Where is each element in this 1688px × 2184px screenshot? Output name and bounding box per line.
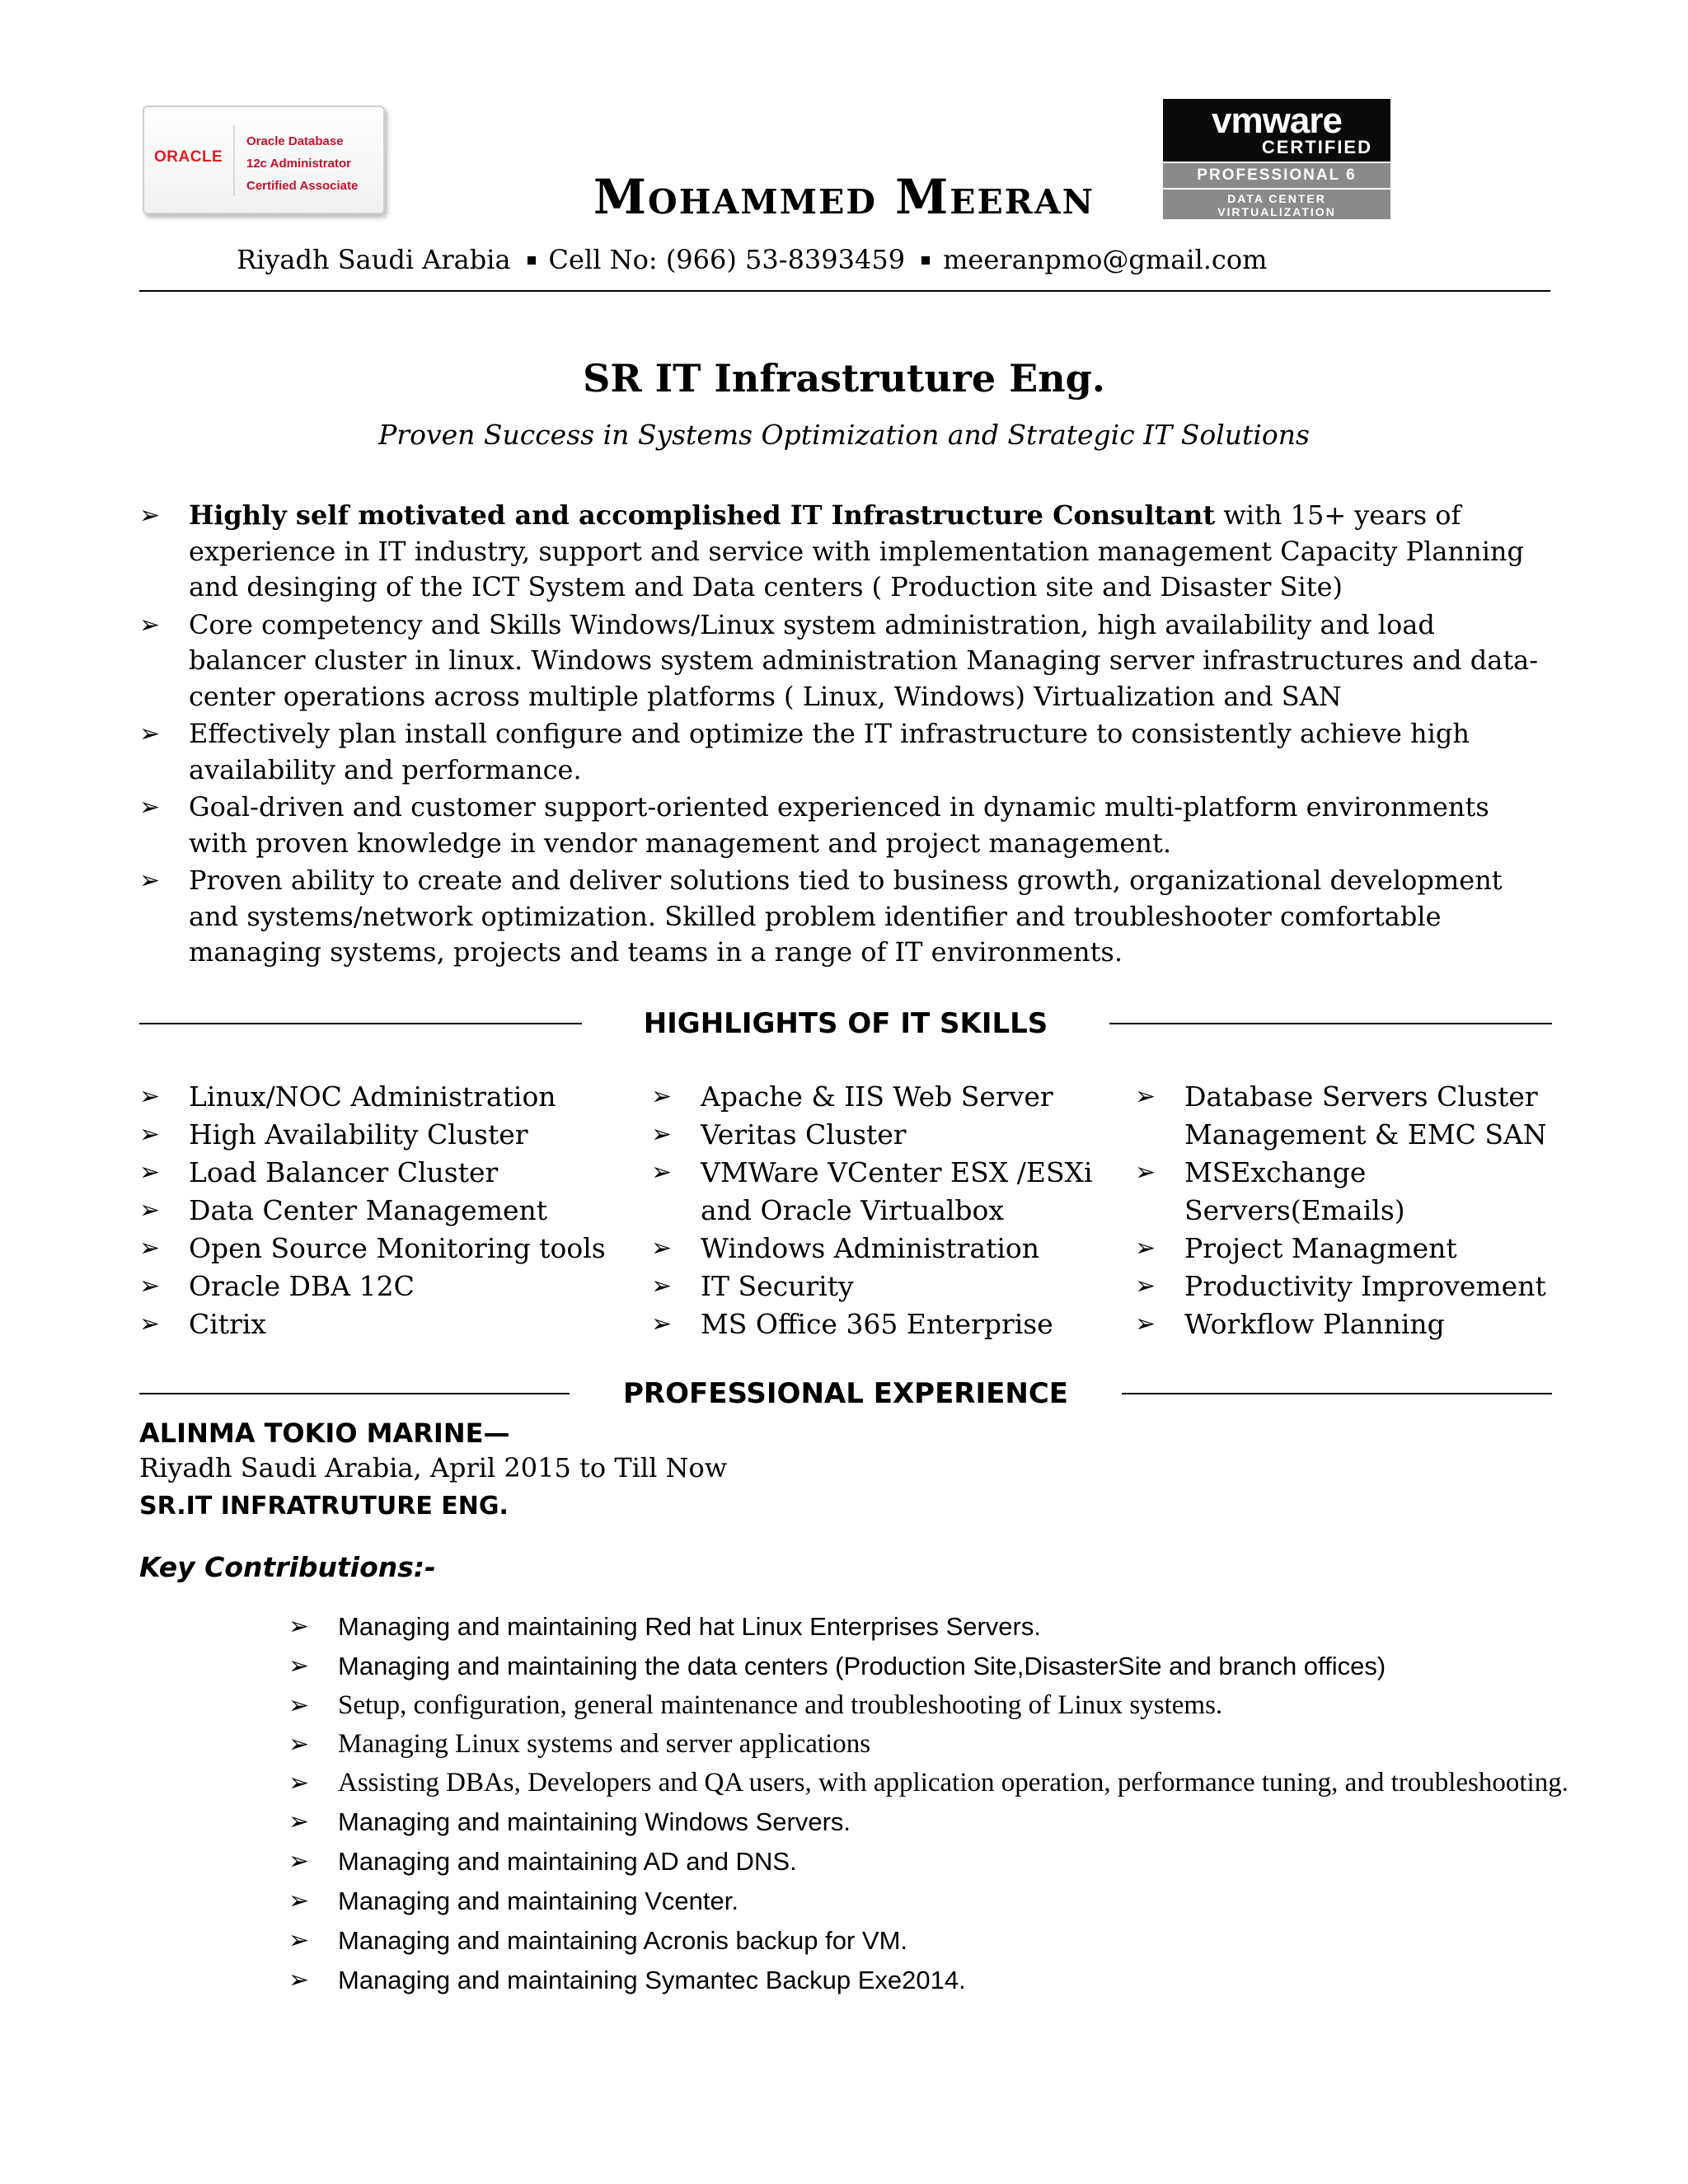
list-item [288,1688,1574,1723]
skill-label: Veritas Cluster [701,1118,907,1151]
arrow-bullet-icon: ➢ [139,501,161,530]
arrow-bullet-icon: ➢ [139,1120,161,1149]
summary-text: Proven ability to create and deliver solutions tied to business growth, organizational development and systems/network optimization. Skilled problem identifier and troubleshooter comfortable managing systems, projects and teams in a range of IT environments. [189,865,1503,968]
arrow-bullet-icon: ➢ [139,1310,161,1338]
skill-label: Apache & IIS Web Server [701,1080,1053,1113]
arrow-bullet-icon: ➢ [651,1234,673,1263]
skill-label: Productivity Improvement [1184,1270,1546,1302]
contributions-list [288,1609,1574,2002]
arrow-bullet-icon: ➢ [288,1847,310,1876]
list-item [1135,1078,1572,1154]
contribution-text: Managing and maintaining Symantec Backup Exe2014. [338,1966,966,1994]
skill-label: VMWare VCenter ESX /ESXi and Oracle Virtualbox [701,1156,1093,1226]
contribution-text: Setup, configuration, general maintenance and troubleshooting of Linux systems. [338,1690,1223,1720]
vmware-level: PROFESSIONAL 6 [1163,166,1390,190]
list-item [1135,1154,1572,1230]
list-item [139,1154,650,1192]
arrow-bullet-icon: ➢ [1135,1310,1156,1338]
arrow-bullet-icon: ➢ [288,1691,310,1720]
section-rule-right [1122,1393,1552,1394]
resume-title: SR IT Infrastruture Eng. [583,356,1105,401]
list-item [651,1116,1113,1154]
list-item [651,1305,1113,1343]
list-item [139,1230,650,1268]
arrow-bullet-icon: ➢ [651,1082,673,1111]
arrow-bullet-icon: ➢ [139,1196,161,1225]
section-rule-right [1109,1023,1552,1024]
arrow-bullet-icon: ➢ [139,1272,161,1301]
list-item [288,1609,1574,1645]
summary-bold: Highly self motivated and accomplished IT Infrastructure Consultant [189,499,1216,531]
company-name: ALINMA TOKIO MARINE— [139,1418,510,1449]
vmware-certified-label: CERTIFIED [1261,137,1372,157]
skill-label: Linux/NOC Administration [189,1080,556,1113]
skill-label: Load Balancer Cluster [189,1156,499,1188]
key-contributions-label: Key Contributions:- [139,1551,436,1583]
list-item [139,607,1549,715]
list-item [288,1648,1574,1685]
separator-square [921,256,930,265]
oracle-logo: ORACLE [154,148,223,166]
list-item [288,1883,1574,1919]
arrow-bullet-icon: ➢ [288,1769,310,1797]
vmware-track-line: VIRTUALIZATION [1217,205,1336,218]
arrow-bullet-icon: ➢ [288,1926,310,1955]
section-rule-left [139,1023,582,1024]
section-rule-left [139,1393,570,1394]
experience-heading: PROFESSIONAL EXPERIENCE [623,1377,1068,1410]
list-item [139,1305,650,1343]
list-item [651,1268,1113,1305]
arrow-bullet-icon: ➢ [651,1310,673,1338]
arrow-bullet-icon: ➢ [139,793,161,822]
arrow-bullet-icon: ➢ [288,1652,310,1680]
arrow-bullet-icon: ➢ [651,1120,673,1149]
resume-tagline: Proven Success in Systems Optimization and Strategic IT Solutions [378,419,1310,451]
contribution-text: Managing and maintaining Vcenter. [338,1886,738,1915]
contribution-text: Managing and maintaining AD and DNS. [338,1847,797,1876]
contact-phone: Cell No: (966) 53-8393459 [548,244,906,275]
header-rule [139,290,1550,292]
contribution-text: Managing Linux systems and server applications [338,1729,871,1759]
vmware-logo: vmware [1212,101,1342,141]
separator-square [528,256,536,265]
contact-email[interactable]: meeranpmo@gmail.com [943,244,1268,275]
arrow-bullet-icon: ➢ [651,1272,673,1301]
arrow-bullet-icon: ➢ [139,1158,161,1187]
list-item [139,1268,650,1305]
arrow-bullet-icon: ➢ [651,1158,673,1187]
arrow-bullet-icon: ➢ [139,1082,161,1111]
vmware-track-line: DATA CENTER [1227,192,1326,205]
list-item [651,1154,1113,1230]
list-item [139,716,1549,788]
list-item [139,1116,650,1154]
list-item [139,1078,650,1116]
arrow-bullet-icon: ➢ [288,1966,310,1994]
oracle-cert-line: 12c Administrator [246,157,351,171]
contribution-text: Managing and maintaining Windows Servers. [338,1807,851,1836]
arrow-bullet-icon: ➢ [1135,1082,1156,1111]
list-item [1135,1268,1572,1305]
skill-label: Citrix [189,1308,267,1340]
vmware-badge-top [1163,99,1390,162]
skills-heading: HIGHLIGHTS OF IT SKILLS [643,1007,1048,1040]
contribution-text: Managing and maintaining the data centers (Production Site,DisasterSite and branch offices) [338,1652,1386,1680]
skill-label: Data Center Management [189,1194,548,1226]
list-item [288,1765,1574,1801]
oracle-cert-line: Oracle Database [246,134,344,148]
skills-column-2 [651,1078,1113,1343]
skill-label: MS Office 365 Enterprise [701,1308,1053,1340]
arrow-bullet-icon: ➢ [1135,1272,1156,1301]
skill-label: Workflow Planning [1184,1308,1445,1340]
list-item [1135,1305,1572,1343]
contribution-text: Managing and maintaining Acronis backup for VM. [338,1926,908,1955]
list-item [288,1962,1574,1999]
summary-list [139,498,1549,972]
summary-text: with 15+ years of experience in IT industry, support and service with implementation management Capacity Planning and desinging of the ICT System and Data centers ( Production site and Disaster Site) [189,499,1525,602]
arrow-bullet-icon: ➢ [139,610,161,640]
contribution-text: Managing and maintaining Red hat Linux Enterprises Servers. [338,1612,1041,1641]
list-item [288,1844,1574,1880]
contact-location: Riyadh Saudi Arabia [237,244,511,275]
arrow-bullet-icon: ➢ [139,719,161,748]
arrow-bullet-icon: ➢ [288,1807,310,1836]
list-item [651,1230,1113,1268]
arrow-bullet-icon: ➢ [139,866,161,895]
list-item [288,1923,1574,1959]
skill-label: High Availability Cluster [189,1118,528,1151]
skill-label: IT Security [701,1270,854,1302]
contribution-text: Assisting DBAs, Developers and QA users, with application operation, performance tuning, and troubleshooting. [338,1768,1568,1797]
list-item [139,498,1549,606]
list-item [651,1078,1113,1116]
skill-label: Open Source Monitoring tools [189,1232,606,1264]
skills-column-3 [1135,1078,1572,1343]
list-item [288,1727,1574,1762]
list-item [1135,1230,1572,1268]
summary-text: Effectively plan install configure and optimize the IT infrastructure to consistently achieve high availability and performance. [189,718,1470,785]
job-role: SR.IT INFRATRUTURE ENG. [139,1492,509,1521]
arrow-bullet-icon: ➢ [1135,1234,1156,1263]
arrow-bullet-icon: ➢ [1135,1158,1156,1187]
list-item [288,1804,1574,1840]
arrow-bullet-icon: ➢ [288,1886,310,1915]
list-item [139,790,1549,861]
skill-label: Oracle DBA 12C [189,1270,415,1302]
arrow-bullet-icon: ➢ [288,1612,310,1641]
arrow-bullet-icon: ➢ [139,1234,161,1263]
oracle-cert-line: Certified Associate [246,179,359,193]
skill-label: Database Servers Cluster Management & EMC SAN [1184,1080,1547,1151]
summary-text: Core competency and Skills Windows/Linux system administration, high availability and load balancer cluster in linux. Windows system administration Managing server infrastructures and data-center operations across multiple platforms ( Linux, Windows) Virtualization and SAN [189,608,1539,712]
list-item [139,863,1549,971]
skill-label: MSExchange Servers(Emails) [1184,1156,1405,1226]
summary-text: Goal-driven and customer support-oriented experienced in dynamic multi-platform environments with proven knowledge in vendor management and project management. [189,791,1489,859]
skill-label: Windows Administration [701,1232,1040,1264]
skill-label: Project Managment [1184,1232,1457,1264]
contact-line [237,244,1267,275]
arrow-bullet-icon: ➢ [288,1730,310,1759]
candidate-name: Mohammed Meeran [593,169,1095,225]
job-location-dates: Riyadh Saudi Arabia, April 2015 to Till Now [139,1452,728,1483]
skills-column-1 [139,1078,650,1343]
list-item [139,1192,650,1230]
